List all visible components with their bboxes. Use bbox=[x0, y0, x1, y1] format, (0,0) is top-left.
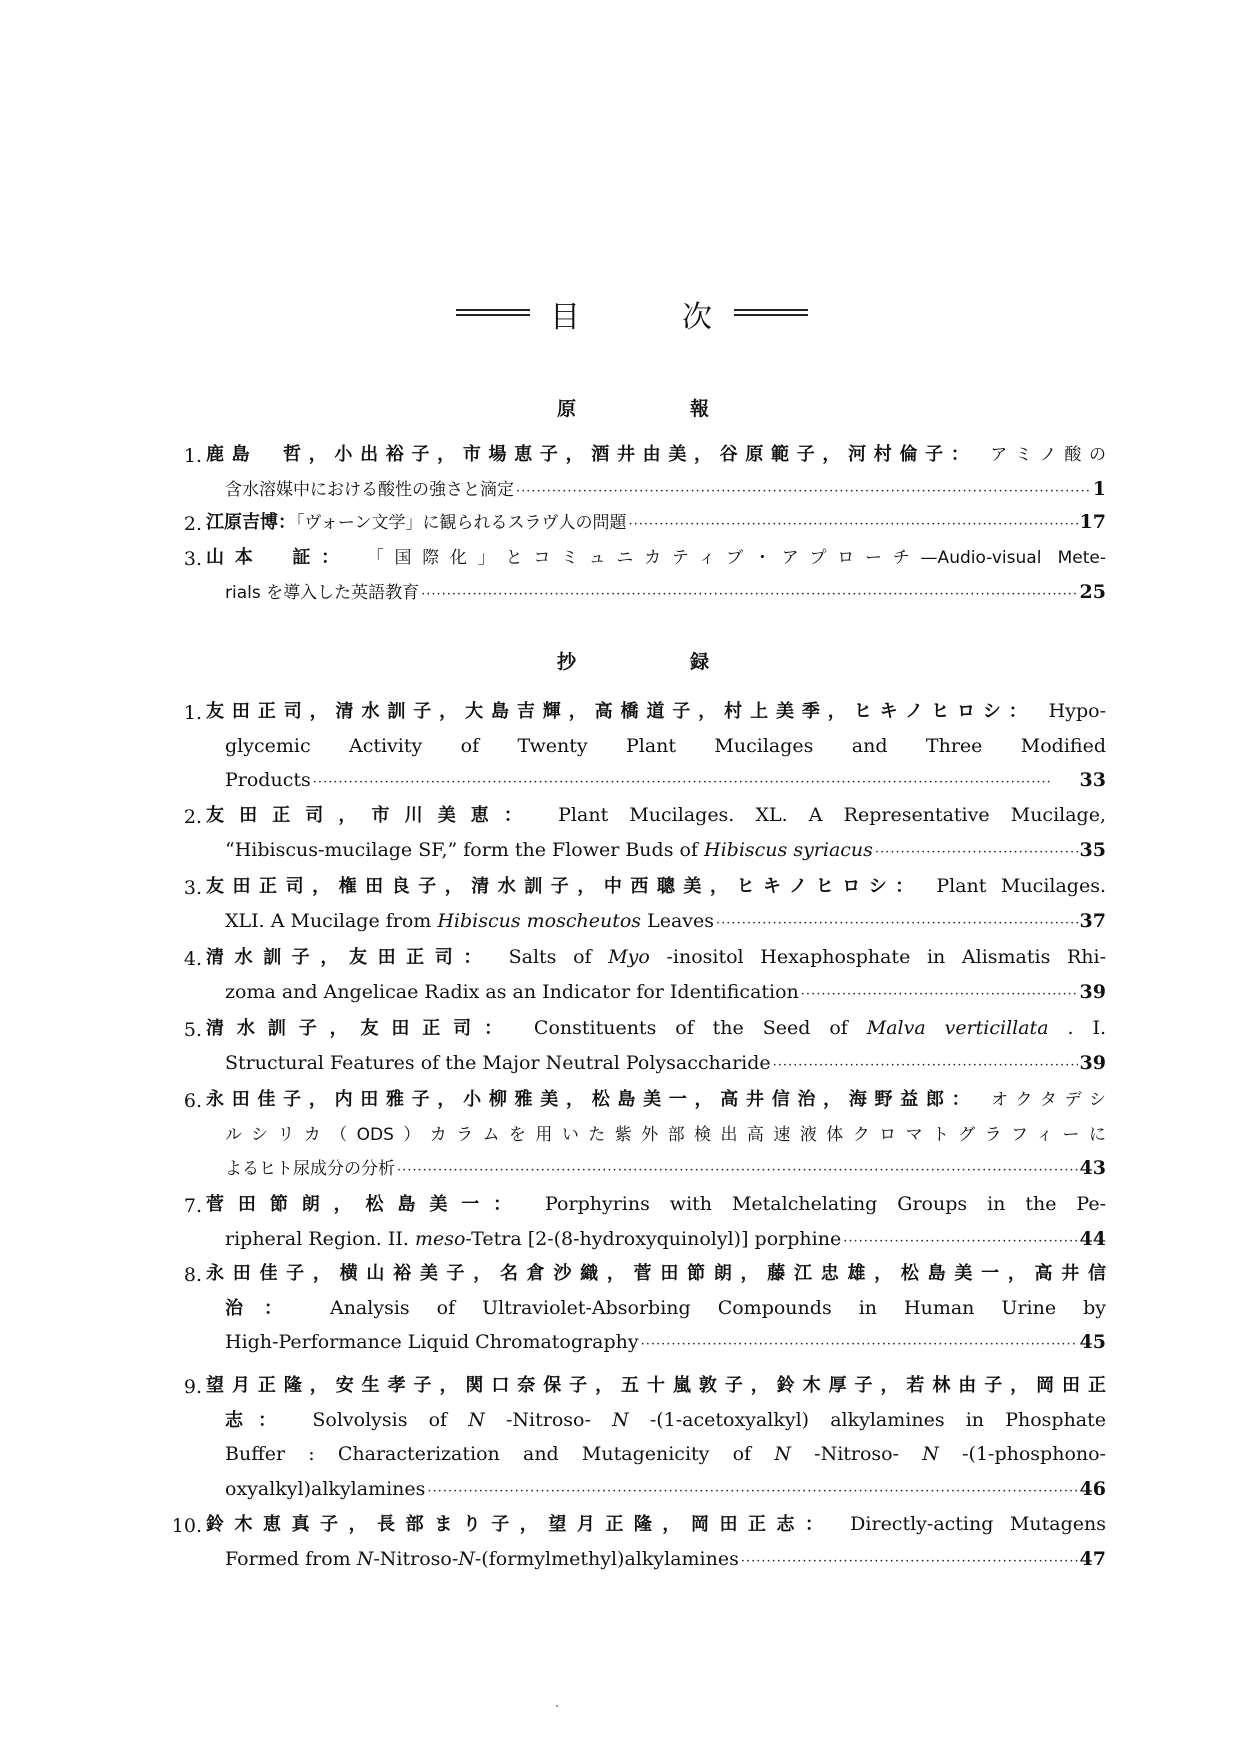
page-number: 46 bbox=[1079, 1477, 1106, 1500]
entry-title-segment: -Tetra [2-(8-hydroxyquinolyl)] porphine bbox=[465, 1227, 842, 1250]
entry-authors: 治： bbox=[225, 1297, 303, 1319]
entry-title-text bbox=[225, 1325, 639, 1359]
entry-title-text bbox=[225, 763, 311, 797]
entry-number: 7. bbox=[183, 1195, 202, 1217]
entry-line bbox=[206, 1187, 1106, 1221]
entry-number: 3. bbox=[183, 548, 202, 570]
entry-title-segment: Plant Mucilages. bbox=[936, 875, 1106, 897]
entry-authors: 志： bbox=[225, 1409, 292, 1431]
dot-leader bbox=[421, 575, 1077, 612]
title-char: 次 bbox=[682, 300, 712, 335]
heading-char: 録 bbox=[690, 651, 710, 673]
entry-title-text bbox=[225, 1222, 841, 1256]
dot-leader bbox=[843, 1222, 1077, 1259]
page-number: 1 bbox=[1092, 477, 1106, 500]
page-number: 39 bbox=[1079, 980, 1106, 1003]
entry-title-segment: glycemic Activity of Twenty Plant Mucilages and Three Modified bbox=[225, 734, 1106, 757]
entry-title-text bbox=[225, 1151, 395, 1186]
entry-title-segment: 「国際化」とコミュニカティブ・アプローチ—Audio-visual Mete- bbox=[366, 548, 1106, 568]
entry-title-segment: Hypo- bbox=[1048, 700, 1106, 722]
entry-authors: 望月正隆，安生孝子，関口奈保子，五十嵐敦子，鈴木厚子，若林由子，岡田正 bbox=[206, 1375, 1106, 1396]
page-number: 47 bbox=[1079, 1547, 1106, 1570]
entry-title-segment: N bbox=[774, 1443, 791, 1465]
entry-line bbox=[225, 1222, 1106, 1256]
dot-leader bbox=[641, 1325, 1078, 1362]
entry-authors: 友田正司，市川美恵： bbox=[206, 805, 537, 826]
entry-authors: 友田正司，清水訓子，大島吉輝，高橋道子，村上美季，ヒキノヒロシ： bbox=[206, 701, 1035, 722]
entry-line bbox=[206, 1011, 1106, 1045]
entry-title-text bbox=[225, 833, 873, 867]
page-number: 39 bbox=[1079, 1051, 1106, 1074]
entry-line bbox=[206, 437, 1106, 471]
entry-title-segment: rials を導入した英語教育 bbox=[225, 582, 420, 603]
entry-line bbox=[225, 763, 1106, 797]
entry-authors: 鈴木恵真子，長部まり子，望月正隆，岡田正志： bbox=[206, 1514, 834, 1535]
entry-line bbox=[206, 1256, 1106, 1290]
section-heading-original-papers bbox=[0, 394, 1240, 420]
entry-line bbox=[225, 1291, 1106, 1325]
entry-number: 4. bbox=[183, 948, 202, 970]
entry-title-text bbox=[225, 1542, 739, 1576]
entry-title-segment: ルシリカ（ODS）カラムを用いた紫外部検出高速液体クロマトグラフィーに bbox=[225, 1124, 1106, 1145]
entry-title-segment: Hibiscus syriacus bbox=[704, 838, 873, 861]
page-title bbox=[0, 292, 1240, 335]
entry-line bbox=[225, 575, 1106, 609]
entry-title-segment: Buffer : Characterization and Mutagenicity of bbox=[225, 1443, 775, 1465]
entry-authors: 友田正司，権田良子，清水訓子，中西聰美，ヒキノヒロシ： bbox=[206, 876, 922, 897]
entry-title-text bbox=[225, 904, 714, 938]
entry-number: 5. bbox=[183, 1019, 202, 1041]
page-number: 44 bbox=[1079, 1227, 1106, 1250]
entry-authors: 永田佳子，横山裕美子，名倉沙織，菅田節朗，藤江忠雄，松島美一，高井信 bbox=[206, 1263, 1106, 1284]
entry-title-segment: Porphyrins with Metalchelating Groups in the Pe- bbox=[545, 1193, 1106, 1215]
entry-number: 10. bbox=[171, 1515, 202, 1537]
entry-title-segment: -(1-phosphono- bbox=[962, 1443, 1106, 1465]
entry-line bbox=[206, 869, 1106, 903]
heading-char: 原 bbox=[557, 398, 577, 420]
entry-authors: 菅田節朗，松島美一： bbox=[206, 1194, 526, 1215]
entry-title-segment: zoma and Angelicae Radix as an Indicator for Identification bbox=[225, 980, 799, 1003]
title-rule-left bbox=[456, 309, 530, 316]
entry-line bbox=[225, 1325, 1106, 1359]
entry-title-segment: Structural Features of the Major Neutral Polysaccharide bbox=[225, 1051, 771, 1074]
entry-title-segment: Products bbox=[225, 769, 311, 791]
entry-line bbox=[206, 1507, 1106, 1541]
dot-leader bbox=[741, 1542, 1078, 1579]
entry-title-segment: Formed from bbox=[225, 1547, 357, 1570]
entry-title-segment: N bbox=[356, 1547, 374, 1570]
entry-title-segment: ripheral Region. II. bbox=[225, 1227, 415, 1250]
title-char: 目 bbox=[550, 300, 580, 335]
entry-title-segment: -(1-acetoxyalkyl) alkylamines in Phosphate bbox=[649, 1408, 1106, 1431]
entry-title-segment: -(formylmethyl)alkylamines bbox=[474, 1547, 739, 1570]
entry-line bbox=[206, 694, 1106, 728]
entry-title-segment: -Nitroso- bbox=[814, 1443, 900, 1465]
entry-title-segment: oxyalkyl)alkylamines bbox=[225, 1477, 426, 1500]
entry-title-text bbox=[225, 975, 799, 1009]
entry-title-segment: N bbox=[468, 1408, 485, 1431]
entry-line bbox=[225, 1542, 1106, 1576]
entry-line bbox=[225, 1403, 1106, 1437]
entry-line bbox=[206, 505, 1106, 539]
entry-line bbox=[225, 975, 1106, 1009]
entry-title-segment: Leaves bbox=[641, 909, 715, 932]
entry-title-segment: アミノ酸の bbox=[990, 445, 1106, 465]
dot-leader bbox=[397, 1151, 1078, 1188]
dot-leader bbox=[427, 1472, 1077, 1509]
entry-title-segment: Myo bbox=[608, 946, 650, 968]
entry-title-segment: Directly-acting Mutagens bbox=[850, 1513, 1106, 1535]
entry-authors: 永田佳子，内田雅子，小柳雅美，松島美一，高井信治，海野益郎： bbox=[206, 1089, 978, 1110]
entry-title-segment: オクタデシ bbox=[991, 1090, 1106, 1110]
dot-leader bbox=[716, 904, 1078, 941]
entry-title-segment: Plant Mucilages. XL. A Representative Mucilage, bbox=[558, 804, 1106, 826]
entry-line bbox=[225, 1472, 1106, 1506]
entry-title-segment: Salts of bbox=[508, 946, 609, 968]
page-number: 37 bbox=[1079, 909, 1106, 932]
page-number: 25 bbox=[1079, 580, 1106, 603]
entry-authors: 山本 証： bbox=[206, 547, 350, 568]
entry-title-segment: 含水溶媒中における酸性の強さと滴定 bbox=[225, 479, 514, 500]
entry-number: 8. bbox=[183, 1264, 202, 1286]
entry-number: 3. bbox=[183, 877, 202, 899]
entry-title-segment: N bbox=[922, 1443, 939, 1465]
page-number: 43 bbox=[1079, 1157, 1106, 1179]
entry-line bbox=[225, 1046, 1106, 1080]
entry-line bbox=[225, 1117, 1106, 1151]
page-number: 45 bbox=[1079, 1331, 1106, 1353]
entry-number: 2. bbox=[183, 513, 202, 535]
entry-title-text bbox=[225, 575, 419, 610]
dot-leader bbox=[875, 833, 1078, 870]
entry-number: 1. bbox=[183, 445, 202, 467]
dot-leader bbox=[313, 763, 1078, 800]
entry-title-segment: Analysis of Ultraviolet-Absorbing Compounds in Human Urine by bbox=[329, 1296, 1106, 1319]
entry-line bbox=[225, 729, 1106, 763]
title-rule-right bbox=[734, 309, 808, 316]
entry-line bbox=[206, 940, 1106, 974]
entry-title-segment: “Hibiscus-mucilage SF,” form the Flower Buds of bbox=[225, 838, 705, 861]
entry-title-segment: Solvolysis of bbox=[312, 1408, 469, 1431]
entry-line bbox=[225, 833, 1106, 867]
dot-leader bbox=[801, 975, 1078, 1012]
entry-title-segment: Hibiscus moscheutos bbox=[437, 909, 642, 932]
page-number: 33 bbox=[1079, 769, 1106, 791]
heading-char: 報 bbox=[690, 398, 710, 420]
entry-title-text bbox=[206, 505, 626, 540]
entry-line bbox=[206, 1368, 1106, 1402]
entry-title-segment: -Nitroso- bbox=[373, 1547, 459, 1570]
entry-number: 1. bbox=[183, 702, 202, 724]
entry-line bbox=[206, 798, 1106, 832]
entry-title-text bbox=[225, 472, 514, 507]
entry-title-segment: -Nitroso- bbox=[506, 1408, 591, 1431]
heading-char: 抄 bbox=[557, 651, 577, 673]
entry-number: 2. bbox=[183, 806, 202, 828]
dot-leader bbox=[516, 472, 1091, 509]
entry-title-segment: High-Performance Liquid Chromatography bbox=[225, 1331, 639, 1353]
entry-authors: 清水訓子，友田正司： bbox=[206, 1018, 515, 1039]
entry-title-segment: 「ヴォーン文学」に観られるスラヴ人の問題 bbox=[296, 513, 627, 533]
entry-authors: 江原吉博： bbox=[206, 512, 296, 533]
entry-title-segment: XLI. A Mucilage from bbox=[225, 909, 438, 932]
page-number: 35 bbox=[1079, 838, 1106, 861]
entry-line bbox=[225, 904, 1106, 938]
page-speck bbox=[556, 1705, 558, 1707]
entry-number: 9. bbox=[183, 1376, 202, 1398]
entry-line bbox=[206, 540, 1106, 574]
entry-title-segment: N bbox=[458, 1547, 475, 1570]
entry-title-segment: -inositol Hexaphosphate in Alismatis Rhi- bbox=[666, 946, 1106, 968]
section-heading-abstracts bbox=[0, 647, 1240, 673]
entry-title-segment: Malva verticillata bbox=[866, 1017, 1049, 1039]
dot-leader bbox=[628, 505, 1077, 542]
entry-authors: 鹿島 哲，小出裕子，市場恵子，酒井由美，谷原範子，河村倫子： bbox=[206, 444, 977, 465]
entry-title-segment: meso bbox=[414, 1227, 466, 1250]
entry-title-text bbox=[225, 1472, 425, 1506]
entry-title-segment: N bbox=[612, 1408, 629, 1431]
entry-title-segment: よるヒト尿成分の分析 bbox=[225, 1159, 395, 1179]
dot-leader bbox=[773, 1046, 1078, 1083]
entry-line bbox=[206, 1082, 1106, 1116]
page-number: 17 bbox=[1079, 511, 1106, 533]
entry-line bbox=[225, 1151, 1106, 1185]
entry-line bbox=[225, 1437, 1106, 1471]
entry-title-segment: Constituents of the Seed of bbox=[533, 1017, 867, 1039]
entry-line bbox=[225, 472, 1106, 506]
entry-number: 6. bbox=[183, 1090, 202, 1112]
entry-title-text bbox=[225, 1046, 771, 1080]
entry-title-segment: . I. bbox=[1067, 1017, 1106, 1039]
entry-authors: 清水訓子，友田正司： bbox=[206, 947, 492, 968]
